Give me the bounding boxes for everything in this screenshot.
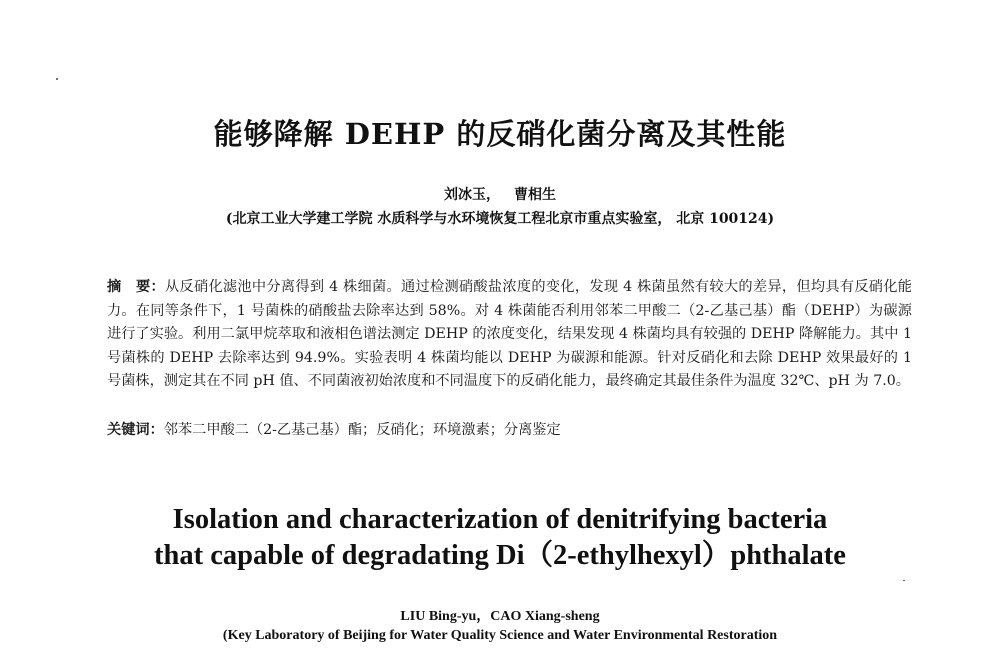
english-title (0, 502, 1000, 574)
abstract-text: 从反硝化滤池中分离得到 4 株细菌。通过检测硝酸盐浓度的变化，发现 4 株菌虽然有较大的差异，但均具有反硝化能力。在同等条件下，1 号菌株的硝酸盐去除率达到 58%。对 4 株菌能否利用邻苯二甲酸二（2-乙基己基）酯（DEHP）为碳源进行了实验。利用二氯甲烷萃取和液相色谱法测定 DEHP 的浓度变化，结果发现 4 株菌均具有较强的 DEHP 降解能力。其中 1 号菌株的 DEHP 去除率达到 94.9%。实验表明 4 株菌均能以 DEHP 为碳源和能源。针对反硝化和去除 DEHP 效果最好的 1 号菌株，测定其在不同 pH 值、不同菌液初始浓度和不同温度下的反硝化能力，最终确定其最佳条件为温度 32℃、pH 为 7.0。 (107, 279, 912, 390)
chinese-authors (0, 184, 1000, 204)
keywords-label: 关键词： (107, 422, 164, 438)
english-affiliation: (Key Laboratory of Beijing for Water Quality Science and Water Environmental Restoration (222, 628, 778, 643)
chinese-keywords (107, 419, 912, 443)
scan-speck (56, 78, 58, 80)
chinese-title: 能够降解 DEHP 的反硝化菌分离及其性能 (213, 117, 787, 151)
chinese-abstract (107, 276, 912, 394)
english-title-line-2: that capable of degradating Di（2-ethylhexyl）phthalate (154, 540, 846, 571)
chinese-affiliation: (北京工业大学建工学院 水质科学与水环境恢复工程北京市重点实验室， 北京 100124) (225, 211, 775, 227)
chinese-author-2: 曹相生 (514, 187, 556, 203)
english-authors: LIU Bing-yu，CAO Xiang-sheng (400, 609, 600, 624)
keywords-text: 邻苯二甲酸二（2-乙基己基）酯；反硝化；环境激素；分离鉴定 (163, 422, 561, 438)
english-title-line-1: Isolation and characterization of denitrifying bacteria (172, 504, 828, 535)
scan-speck (903, 580, 905, 581)
abstract-label: 摘 要： (107, 279, 165, 295)
chinese-author-1: 刘冰玉， (444, 187, 500, 203)
